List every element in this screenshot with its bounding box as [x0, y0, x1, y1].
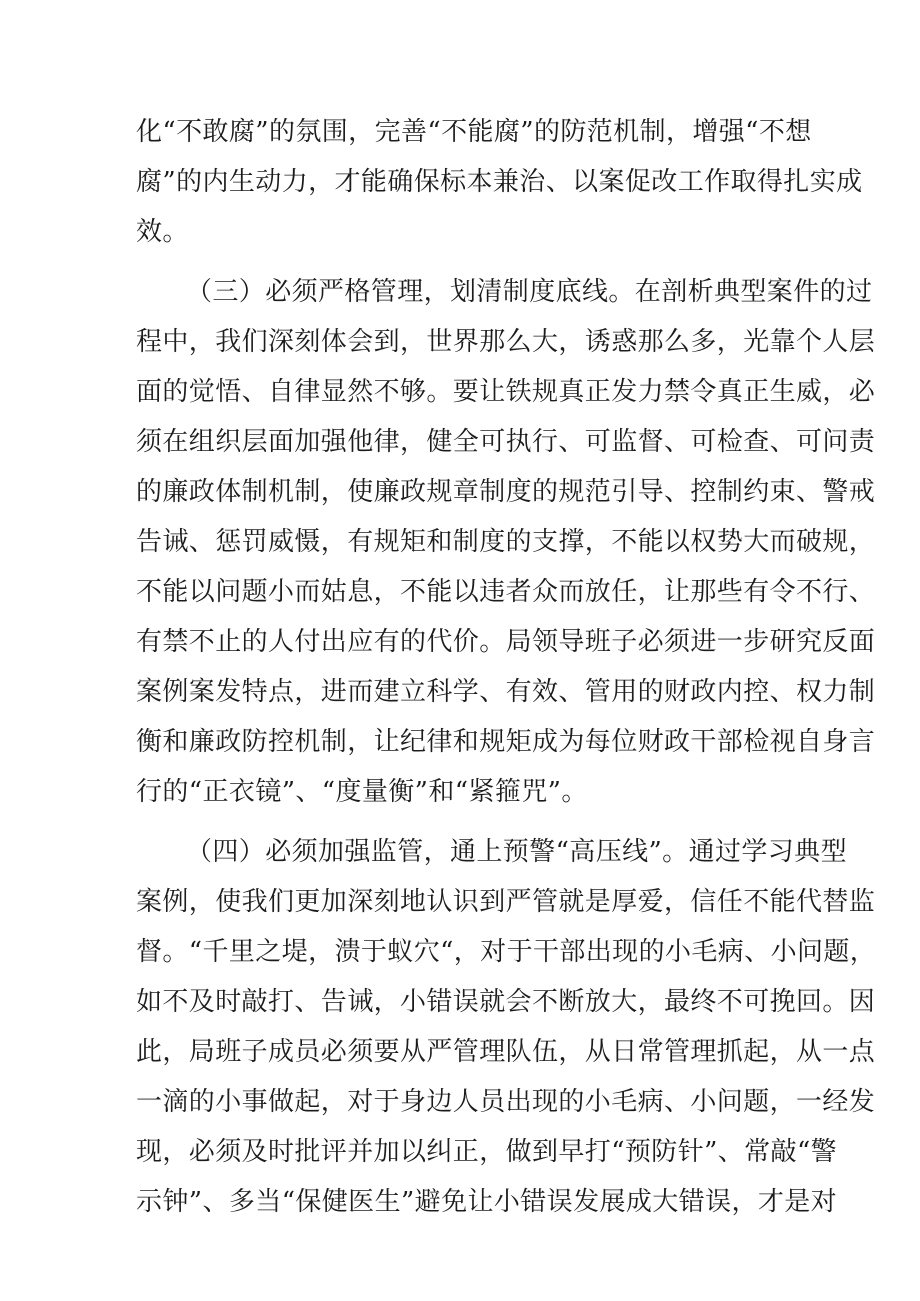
- text-line: 告诫、惩罚威慑，有规矩和制度的支撑，不能以权势大而破规，: [136, 527, 876, 557]
- text-line: 案例，使我们更加深刻地认识到严管就是厚爱，信任不能代替监: [136, 887, 876, 917]
- text-line: 督。“千里之堤，溃于蚁穴“，对于干部出现的小毛病、小问题，: [136, 937, 877, 967]
- text-line: 此，局班子成员必须要从严管理队伍，从日常管理抓起，从一点: [136, 1037, 876, 1067]
- text-line: 案例案发特点，进而建立科学、有效、管用的财政内控、权力制: [136, 677, 876, 707]
- text-line: 一滴的小事做起，对于身边人员出现的小毛病、小问题，一经发: [136, 1087, 876, 1117]
- section-heading-line: （四）必须加强监管，通上预警“高压线”。通过学习典型: [186, 837, 847, 867]
- text-line: 化“不敢腐”的氛围，完善“不能腐”的防范机制，增强“不想: [136, 117, 812, 147]
- text-line: 示钟”、多当“保健医生”避免让小错误发展成大错误，才是对: [136, 1187, 838, 1217]
- text-line: 不能以问题小而姑息，不能以违者众而放任，让那些有令不行、: [136, 577, 876, 607]
- text-line: 衡和廉政防控机制，让纪律和规矩成为每位财政干部检视自身言: [136, 727, 876, 757]
- text-line: 须在组织层面加强他律，健全可执行、可监督、可检查、可问责: [136, 427, 876, 457]
- text-line: 程中，我们深刻体会到，世界那么大，诱惑那么多，光靠个人层: [136, 327, 876, 357]
- text-line: 面的觉悟、自律显然不够。要让铁规真正发力禁令真正生威，必: [136, 377, 876, 407]
- text-line: 如不及时敲打、告诫，小错误就会不断放大，最终不可挽回。因: [136, 987, 876, 1017]
- text-line: 现，必须及时批评并加以纠正，做到早打“预防针”、常敲“警: [136, 1137, 838, 1167]
- text-line: 效。: [136, 217, 189, 247]
- text-line: 有禁不止的人付出应有的代价。局领导班子必须进一步研究反面: [136, 627, 876, 657]
- text-line: 的廉政体制机制，使廉政规章制度的规范引导、控制约束、警戒: [136, 477, 876, 507]
- text-line: 腐”的内生动力，才能确保标本兼治、以案促改工作取得扎实成: [136, 167, 863, 197]
- text-line: 行的“正衣镜”、“度量衡”和“紧箍咒”。: [136, 777, 588, 807]
- section-heading-line: （三）必须严格管理，划清制度底线。在剖析典型案件的过: [186, 277, 873, 307]
